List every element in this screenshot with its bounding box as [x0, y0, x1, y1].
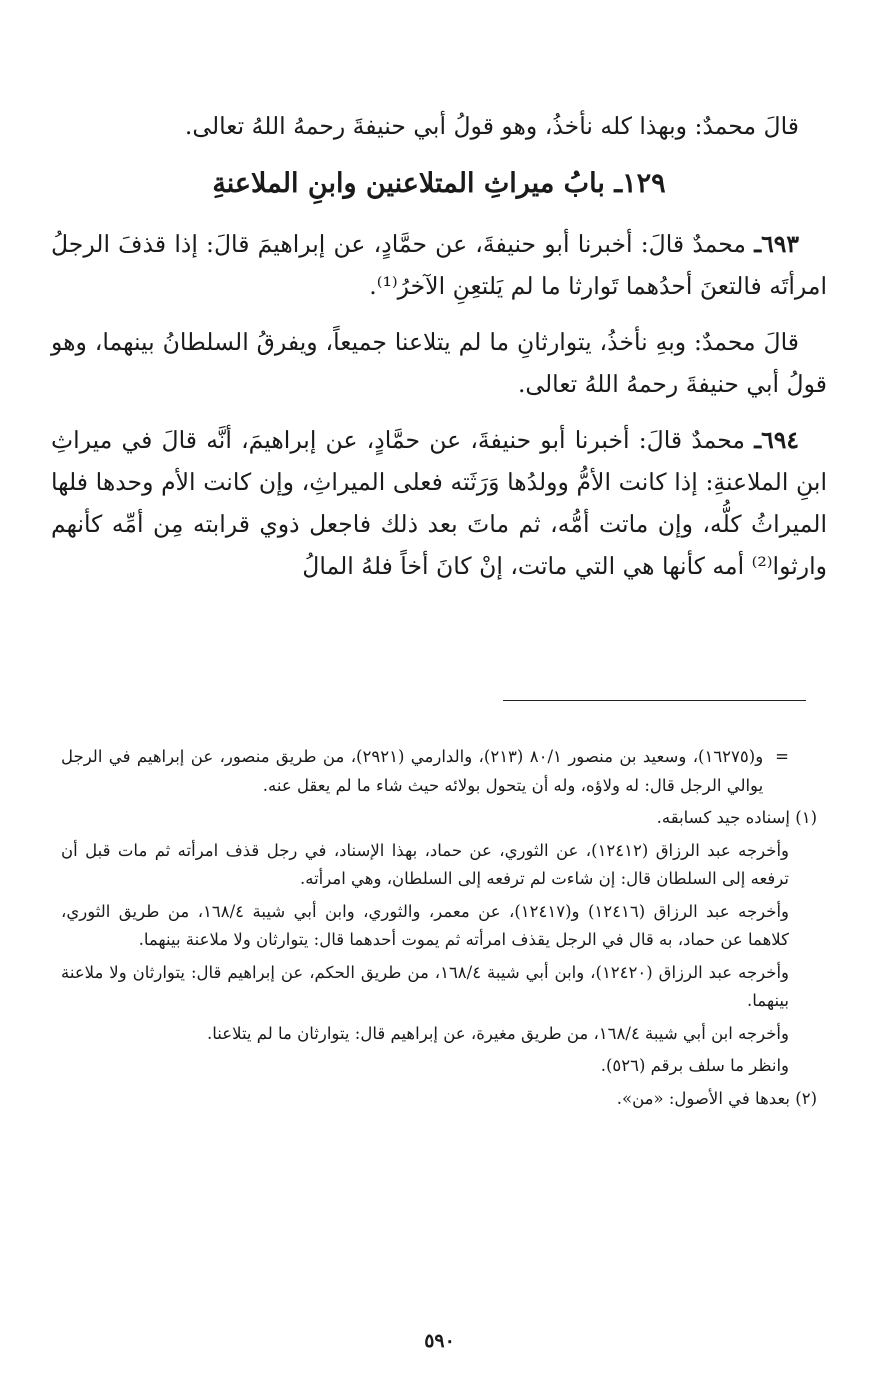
hadith-694 [51, 419, 827, 587]
paragraph-commentary: قالَ محمدٌ: وبهِ نأخذُ، يتوارثانِ ما لم يتلاعنا جميعاً، ويفرقُ السلطانُ بينهما، وهو قولُ أبي حنيفةَ رحمهُ اللهُ تعالى. [51, 328, 827, 398]
footnotes [61, 743, 817, 1117]
chapter-heading: ١٢٩ـ بابُ ميراثِ المتلاعنين وابنِ الملاعنةِ [212, 168, 666, 199]
footnote-1-detail: وأخرجه عبد الرزاق (١٢٤١٦) و(١٢٤١٧)، عن معمر، والثوري، وابن أبي شيبة ١٦٨/٤، من طريق الثوري، كلاهما عن حماد، به قال في الرجل يقذف امرأته ثم يموت أحدهما قال: يتوارثان ولا ملاعنة بينهما. [61, 901, 790, 949]
hadith-text: محمدٌ قالَ: أخبرنا أبو حنيفةَ، عن حمَّادٍ، عن إبراهيمَ، أنَّه قالَ في ميراثِ ابنِ الملاعنةِ: إذا كانت الأمُّ وولدُها وَرَثَته فعلى الميراثِ، وإن كانت الأم وحدها فلها الميراثُ كلُّه، وإن ماتت أمُّه، ثم ماتَ بعد ذلك فاجعل ذوي قرابته مِن أمِّه كأنهم وارثوا⁽²⁾ أمه كأنها هي التي ماتت، إنْ كانَ أخاً فلهُ المالُ [51, 426, 827, 580]
footnote-continuation [61, 743, 817, 800]
footnote-1-detail: وأخرجه ابن أبي شيبة ١٦٨/٤، من طريق مغيرة، عن إبراهيم قال: يتوارثان ما لم يتلاعنا. [207, 1023, 789, 1043]
footnote-1 [61, 804, 817, 833]
footnote-1-detail: وأخرجه عبد الرزاق (١٢٤٢٠)، وابن أبي شيبة ١٦٨/٤، من طريق الحكم، عن إبراهيم قال: يتوارثان ولا ملاعنة بينهما. [61, 962, 789, 1010]
footnote-1-detail: وانظر ما سلف برقم (٥٢٦). [600, 1056, 789, 1075]
footnote-text: إسناده جيد كسابقه. [656, 808, 790, 827]
main-text [51, 105, 827, 601]
footnote-label: (١) [795, 808, 817, 827]
footnote-2 [61, 1085, 817, 1114]
continuation-mark: = [775, 747, 789, 766]
hadith-number: ٦٩٤ـ [754, 426, 799, 454]
hadith-693 [51, 223, 827, 307]
footnote-continuation-text: و(١٦٢٧٥)، وسعيد بن منصور ٨٠/١ (٢١٣)، والدارمي (٢٩٢١)، من طريق منصور، عن إبراهيم في الرجل يوالي الرجل قال: له ولاؤه، وله أن يتحول بولائه حيث شاء ما لم يعقل عنه. [61, 747, 764, 795]
hadith-number: ٦٩٣ـ [754, 230, 799, 258]
paragraph-closing-remark: قالَ محمدٌ: وبهذا كله نأخذُ، وهو قولُ أبي حنيفةَ رحمهُ اللهُ تعالى. [184, 112, 799, 140]
footnote-separator [503, 700, 806, 701]
footnote-label: (٢) [795, 1088, 817, 1108]
page-number: ٥٩٠ [424, 1330, 455, 1352]
footnote-1-detail: وأخرجه عبد الرزاق (١٢٤١٢)، عن الثوري، عن حماد، بهذا الإسناد، في رجل قذف امرأته ثم مات قبل أن ترفعه إلى السلطان قال: إن شاءت لم ترفعه إلى السلطان، وهي امرأته. [61, 840, 789, 888]
footnote-text: بعدها في الأصول: «من». [616, 1088, 790, 1108]
hadith-text: محمدٌ قالَ: أخبرنا أبو حنيفةَ، عن حمَّادٍ، عن إبراهيمَ قالَ: إذا قذفَ الرجلُ امرأتَه فالتعنَ أحدُهما تَوارثا ما لم يَلتعِنِ الآخرُ⁽¹⁾. [51, 230, 827, 300]
